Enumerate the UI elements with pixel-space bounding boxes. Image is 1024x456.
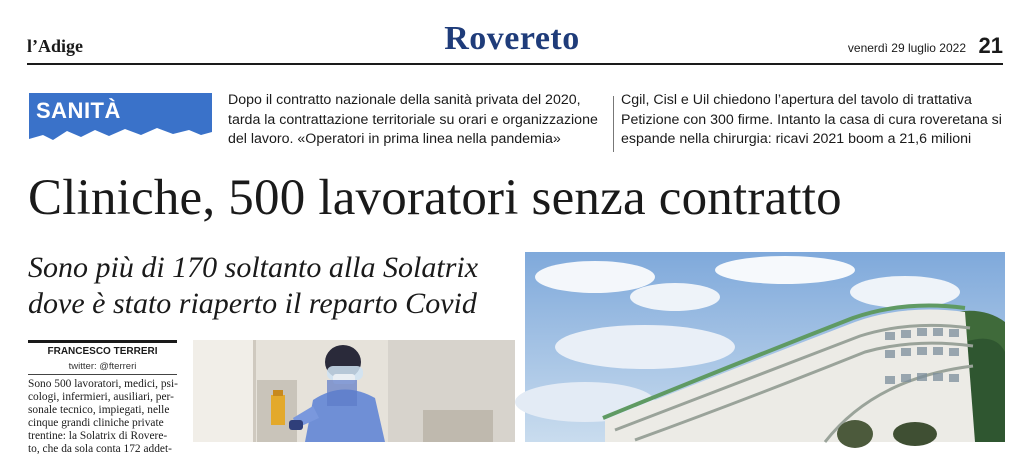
body-line: cinque grandi cliniche private xyxy=(28,417,164,429)
clinic-building-illustration xyxy=(525,252,1005,442)
section-label: SANITÀ xyxy=(36,98,121,123)
mountain-skyline-icon xyxy=(29,121,212,153)
healthcare-worker-photo xyxy=(193,340,515,442)
masthead-rule xyxy=(27,63,1003,65)
author-name: FRANCESCO TERRERI xyxy=(47,346,158,357)
body-line: cologi, infermieri, ausiliari, per- xyxy=(28,391,174,403)
subheadline: Sono più di 170 soltanto alla Solatrix dove è stato riaperto il reparto Covid xyxy=(28,251,479,320)
body-line: to, che da sola conta 172 addet- xyxy=(28,443,172,455)
author-twitter: twitter: @fterreri xyxy=(68,361,137,372)
section-tag xyxy=(29,93,212,153)
clinic-building-photo xyxy=(525,252,1005,442)
article-body xyxy=(28,378,179,456)
newspaper-logo: l’Adige xyxy=(27,36,83,56)
body-line: sonale tecnico, impiegati, nelle xyxy=(28,404,170,416)
summary-left: Dopo il contratto nazionale della sanità privata del 2020, tarda la contrattazione territoriale su orari e organizzazione del lavoro. «Operatori in prima linea nella pandemia» xyxy=(228,92,598,147)
masthead xyxy=(0,0,1024,68)
column-divider xyxy=(613,96,614,152)
byline-rule xyxy=(28,340,177,343)
body-line: trentine: la Solatrix di Rovere- xyxy=(28,430,168,442)
section-city-title: Rovereto xyxy=(444,20,580,57)
issue-date: venerdì 29 luglio 2022 xyxy=(847,41,966,55)
headline: Cliniche, 500 lavoratori senza contratto xyxy=(28,170,842,226)
healthcare-worker-illustration xyxy=(193,340,515,442)
body-line: Sono 500 lavoratori, medici, psi- xyxy=(28,378,178,390)
page-number: 21 xyxy=(978,33,1003,58)
summary-right: Cgil, Cisl e Uil chiedono l’apertura del tavolo di trattativa Petizione con 300 firme. Intanto la casa di cura roveretana si espande nella chirurgia: ricavi 2021 boom a 21,6 milioni xyxy=(621,92,1002,147)
byline-divider xyxy=(28,374,177,375)
